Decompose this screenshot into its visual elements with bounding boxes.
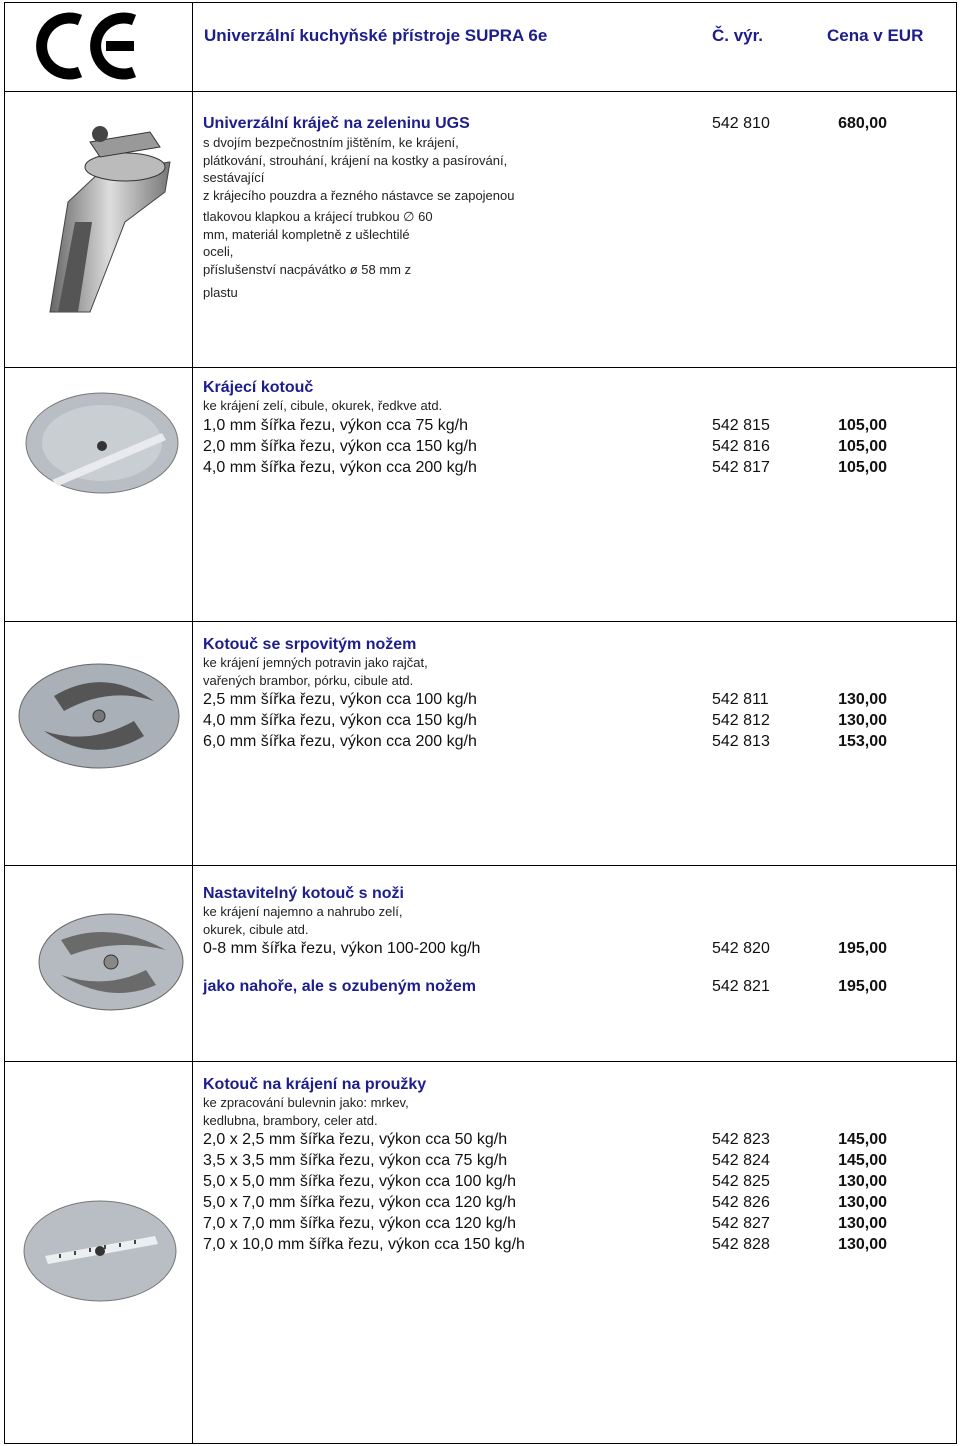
- table-row: [203, 1234, 903, 1255]
- product-code: 542 828: [712, 1236, 770, 1253]
- table-row: [203, 938, 903, 959]
- product-price: 153,00: [838, 733, 887, 750]
- variant-description: 0-8 mm šířka řezu, výkon 100-200 kg/h: [203, 940, 481, 957]
- description-line: plátkování, strouhání, krájení na kostky a pasírování,: [203, 152, 508, 168]
- sickle-knife-disc-icon: [14, 656, 184, 776]
- column-header-price: Cena v EUR: [827, 26, 924, 45]
- product-price: 105,00: [838, 458, 887, 476]
- adjustable-disc-icon: [36, 910, 186, 1015]
- product-code: 542 825: [712, 1173, 770, 1190]
- description-line: okurek, cibule atd.: [203, 921, 309, 937]
- variant-description: 6,0 mm šířka řezu, výkon cca 200 kg/h: [203, 733, 477, 750]
- product-title: Krájecí kotouč: [203, 379, 314, 396]
- product-section: [203, 1075, 903, 1255]
- table-row: [203, 457, 903, 478]
- product-section: [203, 884, 903, 997]
- table-row: [203, 689, 903, 710]
- description-line: vařených brambor, pórku, cibule atd.: [203, 672, 414, 688]
- product-code: 542 810: [712, 115, 770, 132]
- product-price: 130,00: [838, 1173, 887, 1190]
- product-title: Nastavitelný kotouč s noži: [203, 885, 404, 902]
- table-row: [203, 731, 903, 752]
- description-line: ke krájení jemných potravin jako rajčat,: [203, 655, 428, 670]
- variant-description: 3,5 x 3,5 mm šířka řezu, výkon cca 75 kg/h: [203, 1152, 508, 1169]
- product-title: Kotouč se srpovitým nožem: [203, 636, 417, 653]
- ce-logo: [22, 10, 142, 82]
- description-line: kedlubna, brambory, celer atd.: [203, 1112, 378, 1128]
- table-row: [203, 1171, 903, 1192]
- row-divider: [5, 865, 956, 866]
- table-row: [203, 1129, 903, 1150]
- product-price: 145,00: [838, 1152, 887, 1169]
- description-line: ke krájení zelí, cibule, okurek, ředkve atd.: [203, 398, 443, 413]
- product-price: 130,00: [838, 1215, 887, 1232]
- table-row: [203, 1192, 903, 1213]
- julienne-disc-icon: [20, 1196, 180, 1306]
- product-code: 542 813: [712, 733, 770, 750]
- variant-description: 5,0 x 7,0 mm šířka řezu, výkon cca 120 kg/h: [203, 1194, 517, 1211]
- product-price: 105,00: [838, 437, 887, 455]
- product-price: 105,00: [838, 416, 887, 434]
- product-price: 680,00: [838, 115, 887, 132]
- product-price: 130,00: [838, 1194, 887, 1211]
- description-line: z krájecího pouzdra a řezného nástavce se zapojenou: [203, 187, 515, 203]
- variant-description: 5,0 x 5,0 mm šířka řezu, výkon cca 100 kg/h: [203, 1173, 517, 1190]
- product-title: Univerzální kráječ na zeleninu UGS: [203, 115, 470, 132]
- slicing-disc-icon: [22, 388, 182, 498]
- row-divider: [5, 621, 956, 622]
- column-divider: [192, 3, 193, 1443]
- product-price: 145,00: [838, 1131, 887, 1148]
- product-section: [203, 635, 903, 752]
- product-code: 542 820: [712, 940, 770, 957]
- product-section: [203, 113, 903, 302]
- product-code: 542 827: [712, 1215, 770, 1232]
- product-code: 542 811: [712, 691, 769, 708]
- variant-description: 2,0 mm šířka řezu, výkon cca 150 kg/h: [203, 437, 477, 455]
- product-section: [203, 378, 903, 478]
- variant-description: 7,0 x 10,0 mm šířka řezu, výkon cca 150 kg/h: [203, 1236, 525, 1253]
- variant-description: 4,0 mm šířka řezu, výkon cca 150 kg/h: [203, 712, 477, 729]
- description-line: příslušenství nacpávátko ø 58 mm z: [203, 261, 412, 277]
- product-price: 195,00: [838, 978, 887, 995]
- description-line: plastu: [203, 285, 238, 300]
- row-divider: [5, 1061, 956, 1062]
- product-code: 542 815: [712, 416, 770, 434]
- variant-description: 2,5 mm šířka řezu, výkon cca 100 kg/h: [203, 691, 477, 708]
- product-title: Kotouč na krájení na proužky: [203, 1076, 427, 1093]
- product-price: 130,00: [838, 691, 887, 708]
- row-divider: [5, 367, 956, 368]
- description-line: s dvojím bezpečnostním jištěním, ke krájení,: [203, 135, 459, 150]
- product-code: 542 812: [712, 712, 770, 729]
- page-title: Univerzální kuchyňské přístroje SUPRA 6e: [204, 26, 548, 45]
- product-code: 542 816: [712, 437, 770, 455]
- vegetable-slicer-icon: [30, 112, 180, 322]
- description-line: oceli,: [203, 244, 234, 259]
- description-line: tlakovou klapkou a krájecí trubkou ∅ 60: [203, 209, 433, 224]
- variant-description: 2,0 x 2,5 mm šířka řezu, výkon cca 50 kg/h: [203, 1131, 508, 1148]
- row-divider: [5, 91, 956, 92]
- variant-description: 4,0 mm šířka řezu, výkon cca 200 kg/h: [203, 458, 477, 476]
- variant-description: 1,0 mm šířka řezu, výkon cca 75 kg/h: [203, 416, 468, 434]
- product-code: 542 826: [712, 1194, 770, 1211]
- table-row: [203, 415, 903, 436]
- product-code: 542 821: [712, 978, 770, 995]
- variant-title: jako nahoře, ale s ozubeným nožem: [203, 978, 476, 995]
- column-header-code: Č. výr.: [712, 26, 764, 45]
- description-line: ke krájení najemno a nahrubo zelí,: [203, 904, 403, 919]
- table-row: [203, 976, 903, 997]
- product-code: 542 817: [712, 458, 770, 476]
- product-price: 130,00: [838, 1236, 887, 1253]
- table-row: [203, 710, 903, 731]
- variant-description: 7,0 x 7,0 mm šířka řezu, výkon cca 120 kg/h: [203, 1215, 517, 1232]
- table-row: [203, 1213, 903, 1234]
- product-price: 130,00: [838, 712, 887, 729]
- product-code: 542 824: [712, 1152, 770, 1169]
- table-row: [203, 436, 903, 457]
- description-line: ke zpracování bulevnin jako: mrkev,: [203, 1095, 409, 1110]
- table-row: [203, 1150, 903, 1171]
- description-line: mm, materiál kompletně z ušlechtilé: [203, 226, 410, 242]
- product-code: 542 823: [712, 1131, 770, 1148]
- product-price: 195,00: [838, 940, 887, 957]
- description-line: sestávající: [203, 170, 265, 185]
